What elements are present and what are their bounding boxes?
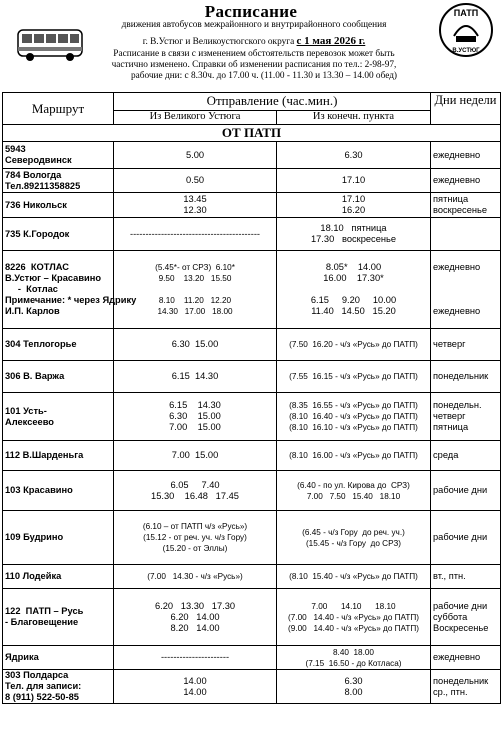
departure-end-cell: 17.10 [277, 169, 431, 193]
days-cell: рабочие дни суббота Воскресенье [431, 589, 501, 646]
page-title: Расписание [204, 2, 298, 21]
col-days-header: Дни недели [431, 93, 501, 125]
departure-ustyug-cell: 13.45 12.30 [114, 193, 277, 218]
table-row [3, 251, 501, 329]
departure-end-cell: 7.00 14.10 18.10 (7.00 14.40 - ч/з «Русь» до ПАТП) (9.00 14.40 - ч/з «Русь» до ПАТП) [277, 589, 431, 646]
departure-ustyug-cell: 6.15 14.30 6.30 15.00 7.00 15.00 [114, 393, 277, 441]
note-line-2: частично изменено. Справки об изменении расписания по тел.: 2-98-97, [111, 60, 397, 70]
route-cell: 109 Будрино [3, 511, 114, 565]
departure-ustyug-cell: 6.20 13.30 17.30 6.20 14.00 8.20 14.00 [114, 589, 277, 646]
route-cell: 103 Красавино [3, 471, 114, 511]
table-row [3, 670, 501, 704]
route-cell: 5943 Северодвинск [3, 142, 114, 169]
region-text: г. В.Устюг и Великоустюгского округа [142, 37, 295, 47]
departure-ustyug-cell: 5.00 [114, 142, 277, 169]
days-cell: ежедневно [431, 142, 501, 169]
departure-ustyug-cell: 14.00 14.00 [114, 670, 277, 704]
table-row [3, 193, 501, 218]
table-row [3, 329, 501, 361]
departure-end-cell: 17.10 16.20 [277, 193, 431, 218]
logo-bottom-text: В.УСТЮГ [452, 48, 480, 54]
departure-end-cell: 18.10 пятница 17.30 воскресенье [277, 218, 431, 251]
departure-ustyug-cell: (6.10 – от ПАТП ч/з «Русь») (15.12 - от реч. уч. ч/з Гору) (15.20 - от Эллы) [114, 511, 277, 565]
table-row [3, 565, 501, 589]
departure-end-cell: (8.10 15.40 - ч/з «Русь» до ПАТП) [277, 565, 431, 589]
note-line-1: Расписание в связи с изменением обстоятельств перевозок может быть [113, 49, 395, 59]
departure-ustyug-cell: (5.45*- от СРЗ) 6.10* 9.50 13.20 15.50 8.10 11.20 12.20 14.30 17.00 18.00 [114, 251, 277, 329]
days-cell: ежедневно [431, 169, 501, 193]
table-row [3, 393, 501, 441]
route-cell: 736 Никольск [3, 193, 114, 218]
departure-end-cell: (6.40 - по ул. Кирова до СРЗ) 7.00 7.50 15.40 18.10 [277, 471, 431, 511]
departure-ustyug-cell: 6.30 15.00 [114, 329, 277, 361]
note-line-3: рабочие дни: с 8.30ч. до 17.00 ч. (11.00 - 11.30 и 13.30 – 14.00 обед) [130, 71, 398, 81]
days-cell: понедельник [431, 361, 501, 393]
days-cell: четверг [431, 329, 501, 361]
days-cell: ежедневно [431, 646, 501, 670]
days-cell: пятница воскресенье [431, 193, 501, 218]
departure-ustyug-cell: 6.05 7.40 15.30 16.48 17.45 [114, 471, 277, 511]
section-title: ОТ ПАТП [3, 125, 501, 142]
table-row [3, 589, 501, 646]
days-cell: ежедневно ежедневно [431, 251, 501, 329]
route-cell: 303 Полдарса Тел. для записи: 8 (911) 522-50-85 [3, 670, 114, 704]
col-from-ustyug-header: Из Великого Устюга [114, 111, 277, 125]
departure-end-cell: 6.30 [277, 142, 431, 169]
route-cell: 112 В.Шарденьга [3, 441, 114, 471]
departure-end-cell: (7.55 16.15 - ч/з «Русь» до ПАТП) [277, 361, 431, 393]
region-line [86, 36, 422, 48]
route-cell: Ядрика [3, 646, 114, 670]
departure-ustyug-cell: 0.50 [114, 169, 277, 193]
departure-end-cell: 8.05* 14.00 16.00 17.30* 6.15 9.20 10.00 11.40 14.50 15.20 [277, 251, 431, 329]
schedule-table [2, 92, 501, 704]
days-cell: рабочие дни [431, 471, 501, 511]
col-from-end-header: Из конечн. пункта [277, 111, 431, 125]
header [0, 0, 502, 92]
route-cell: 784 Вологда Тел.89211358825 [3, 169, 114, 193]
effective-date: с 1 мая 2026 г. [296, 35, 366, 47]
departure-end-cell: (8.10 16.00 - ч/з «Русь» до ПАТП) [277, 441, 431, 471]
days-cell: рабочие дни [431, 511, 501, 565]
departure-ustyug-cell: ------------------------------------------ [114, 218, 277, 251]
table-row [3, 142, 501, 169]
departure-end-cell: 8.40 18.00 (7.15 16.50 - до Котласа) [277, 646, 431, 670]
col-route-header: Маршрут [3, 93, 114, 125]
patp-logo [438, 2, 494, 58]
departure-end-cell: 6.30 8.00 [277, 670, 431, 704]
route-cell: 110 Лодейка [3, 565, 114, 589]
table-row [3, 361, 501, 393]
days-cell [431, 218, 501, 251]
departure-end-cell: (6.45 - ч/з Гору до реч. уч.) (15.45 - ч/з Гору до СРЗ) [277, 511, 431, 565]
subtitle: движения автобусов межрайонного и внутрирайонного сообщения [121, 20, 387, 30]
route-cell: 122 ПАТП – Русь - Благовещение [3, 589, 114, 646]
table-row [3, 471, 501, 511]
departure-end-cell: (8.35 16.55 - ч/з «Русь» до ПАТП) (8.10 16.40 - ч/з «Русь» до ПАТП) (8.10 16.10 - ч/з «Русь» до ПАТП) [277, 393, 431, 441]
departure-ustyug-cell: 7.00 15.00 [114, 441, 277, 471]
table-row [3, 511, 501, 565]
bus-icon [16, 24, 84, 64]
days-cell: понедельн. четверг пятница [431, 393, 501, 441]
table-row [3, 218, 501, 251]
days-cell: понедельник ср., птн. [431, 670, 501, 704]
days-cell: среда [431, 441, 501, 471]
departure-ustyug-cell: (7.00 14.30 - ч/з «Русь») [114, 565, 277, 589]
col-departure-header: Отправление (час.мин.) [114, 93, 431, 111]
table-row [3, 441, 501, 471]
route-cell: 8226 КОТЛАС В.Устюг – Красавино - Котлас Примечание: * через Ядрику И.П. Карлов [3, 251, 114, 329]
departure-ustyug-cell: ---------------------- [114, 646, 277, 670]
logo-top-text: ПАТП [453, 8, 479, 18]
departure-end-cell: (7.50 16.20 - ч/з «Русь» до ПАТП) [277, 329, 431, 361]
departure-ustyug-cell: 6.15 14.30 [114, 361, 277, 393]
table-row [3, 169, 501, 193]
table-row [3, 646, 501, 670]
route-cell: 304 Теплогорье [3, 329, 114, 361]
days-cell: вт., птн. [431, 565, 501, 589]
route-cell: 101 Усть- Алексеево [3, 393, 114, 441]
route-cell: 306 В. Варжа [3, 361, 114, 393]
route-cell: 735 К.Городок [3, 218, 114, 251]
